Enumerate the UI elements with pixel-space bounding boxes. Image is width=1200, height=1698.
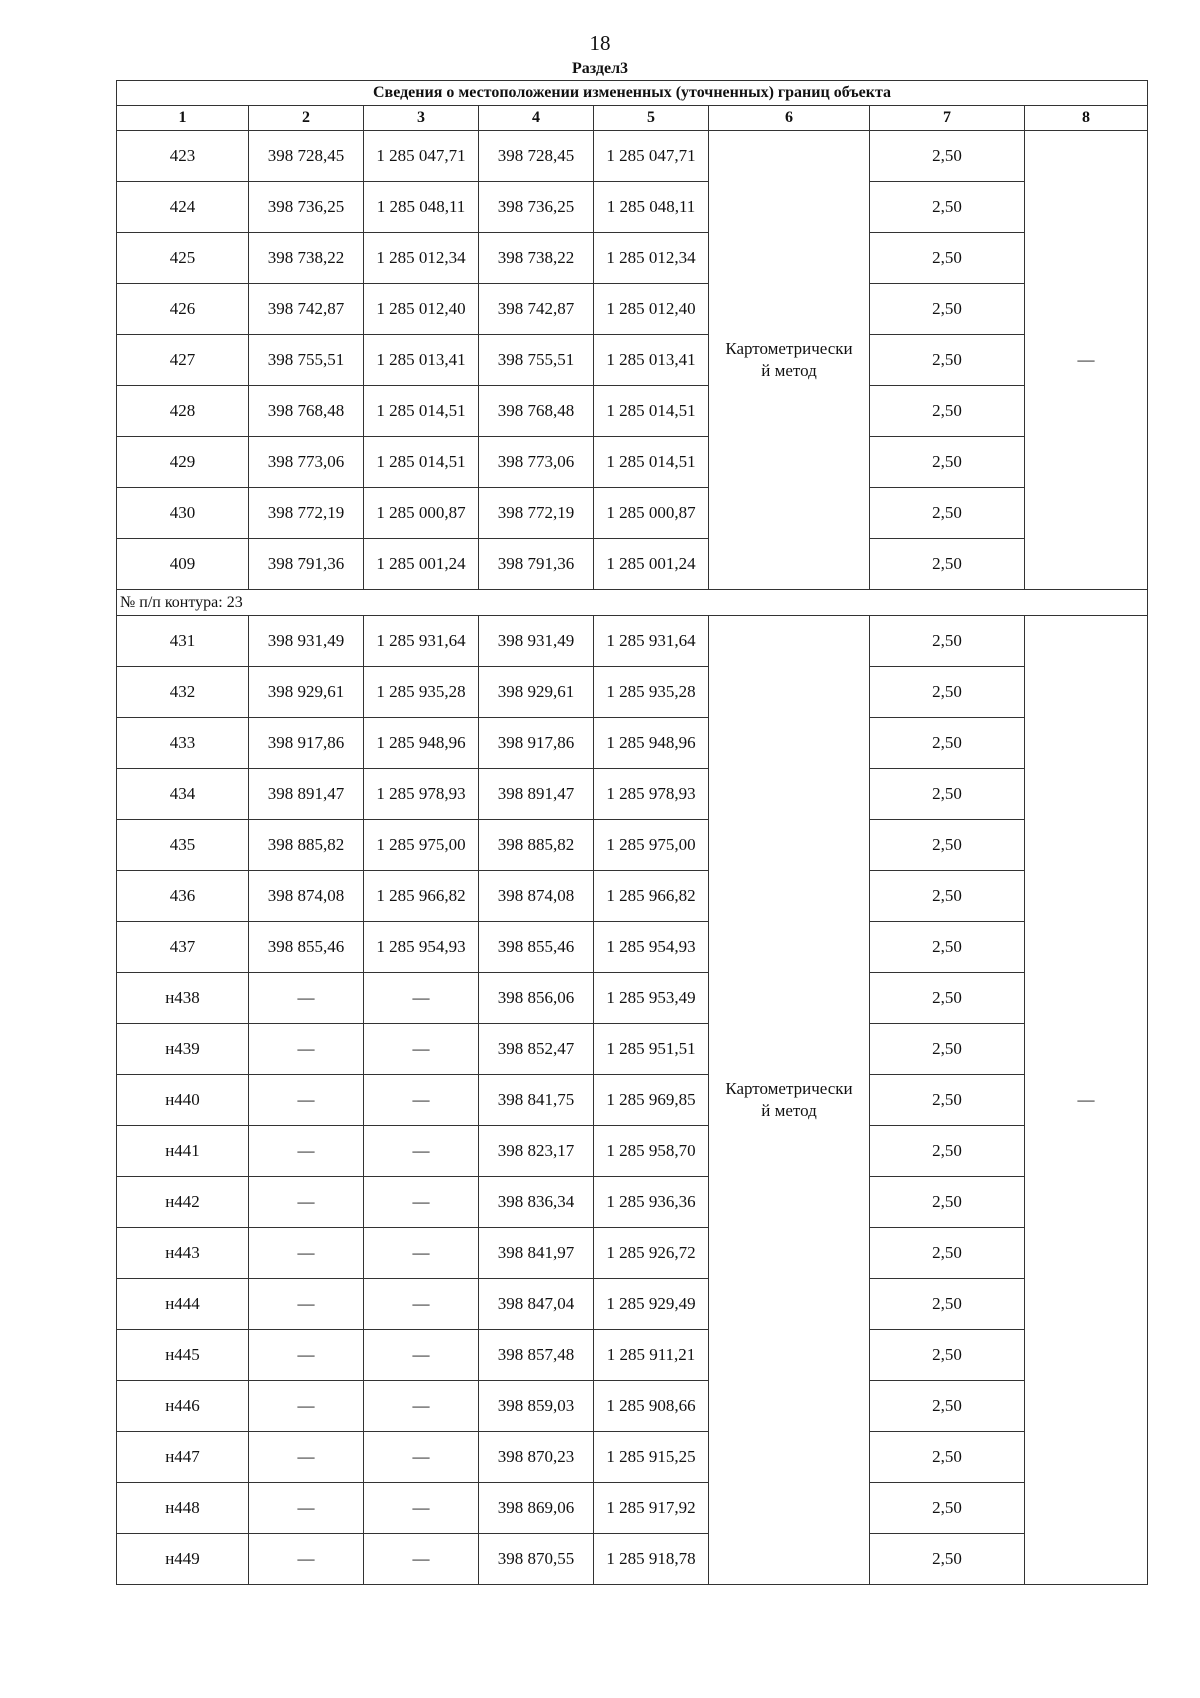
- contour-label: № п/п контура: 23: [117, 590, 1148, 616]
- old-x-cell: 398 755,51: [249, 335, 364, 386]
- point-number-cell: 436: [117, 871, 249, 922]
- new-x-cell: 398 742,87: [479, 284, 594, 335]
- table-title-row: [117, 81, 1148, 106]
- column-number-8: 8: [1025, 106, 1148, 131]
- old-x-cell: —: [249, 1279, 364, 1330]
- new-x-cell: 398 891,47: [479, 769, 594, 820]
- old-x-cell: —: [249, 973, 364, 1024]
- point-number-cell: 437: [117, 922, 249, 973]
- table-row: [117, 667, 1148, 718]
- old-x-cell: 398 931,49: [249, 616, 364, 667]
- table-title: Сведения о местоположении измененных (уточненных) границ объекта: [117, 81, 1148, 106]
- old-y-cell: 1 285 013,41: [364, 335, 479, 386]
- new-x-cell: 398 755,51: [479, 335, 594, 386]
- table-row: [117, 335, 1148, 386]
- point-number-cell: 435: [117, 820, 249, 871]
- table-body: [117, 81, 1148, 1585]
- new-y-cell: 1 285 975,00: [594, 820, 709, 871]
- table-row: [117, 488, 1148, 539]
- accuracy-cell: 2,50: [870, 1126, 1025, 1177]
- accuracy-cell: 2,50: [870, 871, 1025, 922]
- accuracy-cell: 2,50: [870, 335, 1025, 386]
- new-x-cell: 398 852,47: [479, 1024, 594, 1075]
- new-x-cell: 398 847,04: [479, 1279, 594, 1330]
- old-y-cell: —: [364, 1279, 479, 1330]
- new-y-cell: 1 285 929,49: [594, 1279, 709, 1330]
- new-y-cell: 1 285 935,28: [594, 667, 709, 718]
- accuracy-cell: 2,50: [870, 1177, 1025, 1228]
- column-number-3: 3: [364, 106, 479, 131]
- accuracy-cell: 2,50: [870, 922, 1025, 973]
- table-row: [117, 1177, 1148, 1228]
- point-number-cell: 409: [117, 539, 249, 590]
- old-x-cell: —: [249, 1024, 364, 1075]
- old-y-cell: 1 285 948,96: [364, 718, 479, 769]
- accuracy-cell: 2,50: [870, 820, 1025, 871]
- old-x-cell: 398 742,87: [249, 284, 364, 335]
- accuracy-cell: 2,50: [870, 1483, 1025, 1534]
- table-row: [117, 182, 1148, 233]
- new-x-cell: 398 836,34: [479, 1177, 594, 1228]
- old-y-cell: 1 285 047,71: [364, 131, 479, 182]
- point-number-cell: 432: [117, 667, 249, 718]
- table-row: [117, 820, 1148, 871]
- old-x-cell: 398 917,86: [249, 718, 364, 769]
- point-number-cell: 424: [117, 182, 249, 233]
- accuracy-cell: 2,50: [870, 718, 1025, 769]
- accuracy-cell: 2,50: [870, 769, 1025, 820]
- old-x-cell: —: [249, 1228, 364, 1279]
- old-y-cell: —: [364, 1177, 479, 1228]
- old-x-cell: —: [249, 1483, 364, 1534]
- new-y-cell: 1 285 012,34: [594, 233, 709, 284]
- point-number-cell: н442: [117, 1177, 249, 1228]
- point-number-cell: н441: [117, 1126, 249, 1177]
- old-y-cell: 1 285 012,34: [364, 233, 479, 284]
- old-y-cell: 1 285 014,51: [364, 386, 479, 437]
- table-row: [117, 1330, 1148, 1381]
- old-x-cell: 398 885,82: [249, 820, 364, 871]
- old-y-cell: —: [364, 1126, 479, 1177]
- method-cell: Картометрически й метод: [709, 131, 870, 590]
- point-number-cell: 428: [117, 386, 249, 437]
- table-row: [117, 284, 1148, 335]
- new-y-cell: 1 285 014,51: [594, 437, 709, 488]
- accuracy-cell: 2,50: [870, 131, 1025, 182]
- point-number-cell: н444: [117, 1279, 249, 1330]
- table-row: [117, 1279, 1148, 1330]
- table-row: [117, 1228, 1148, 1279]
- new-x-cell: 398 870,55: [479, 1534, 594, 1585]
- table-row: [117, 1534, 1148, 1585]
- point-number-cell: н443: [117, 1228, 249, 1279]
- point-number-cell: н439: [117, 1024, 249, 1075]
- point-number-cell: н448: [117, 1483, 249, 1534]
- new-x-cell: 398 773,06: [479, 437, 594, 488]
- old-y-cell: —: [364, 1330, 479, 1381]
- table-row: [117, 1432, 1148, 1483]
- new-x-cell: 398 917,86: [479, 718, 594, 769]
- old-x-cell: 398 929,61: [249, 667, 364, 718]
- table-row: [117, 718, 1148, 769]
- table-row: [117, 131, 1148, 182]
- accuracy-cell: 2,50: [870, 1228, 1025, 1279]
- accuracy-cell: 2,50: [870, 182, 1025, 233]
- column-number-6: 6: [709, 106, 870, 131]
- old-y-cell: 1 285 012,40: [364, 284, 479, 335]
- accuracy-cell: 2,50: [870, 667, 1025, 718]
- point-number-cell: н438: [117, 973, 249, 1024]
- new-y-cell: 1 285 047,71: [594, 131, 709, 182]
- point-number-cell: 429: [117, 437, 249, 488]
- old-x-cell: 398 874,08: [249, 871, 364, 922]
- accuracy-cell: 2,50: [870, 539, 1025, 590]
- table-row: [117, 1483, 1148, 1534]
- point-number-cell: н445: [117, 1330, 249, 1381]
- point-number-cell: н447: [117, 1432, 249, 1483]
- new-y-cell: 1 285 969,85: [594, 1075, 709, 1126]
- accuracy-cell: 2,50: [870, 284, 1025, 335]
- accuracy-cell: 2,50: [870, 233, 1025, 284]
- accuracy-cell: 2,50: [870, 1279, 1025, 1330]
- new-y-cell: 1 285 908,66: [594, 1381, 709, 1432]
- accuracy-cell: 2,50: [870, 616, 1025, 667]
- old-y-cell: —: [364, 1381, 479, 1432]
- column-number-5: 5: [594, 106, 709, 131]
- table-row: [117, 973, 1148, 1024]
- old-y-cell: —: [364, 1024, 479, 1075]
- new-x-cell: 398 855,46: [479, 922, 594, 973]
- old-x-cell: —: [249, 1330, 364, 1381]
- column-8-cell: —: [1025, 616, 1148, 1585]
- old-x-cell: 398 738,22: [249, 233, 364, 284]
- new-x-cell: 398 931,49: [479, 616, 594, 667]
- new-x-cell: 398 841,75: [479, 1075, 594, 1126]
- table-row: [117, 871, 1148, 922]
- new-y-cell: 1 285 978,93: [594, 769, 709, 820]
- old-y-cell: 1 285 954,93: [364, 922, 479, 973]
- point-number-cell: 430: [117, 488, 249, 539]
- accuracy-cell: 2,50: [870, 1432, 1025, 1483]
- new-x-cell: 398 859,03: [479, 1381, 594, 1432]
- new-x-cell: 398 885,82: [479, 820, 594, 871]
- method-cell: Картометрически й метод: [709, 616, 870, 1585]
- boundary-table: [116, 80, 1148, 1585]
- table-row: [117, 386, 1148, 437]
- new-y-cell: 1 285 966,82: [594, 871, 709, 922]
- old-y-cell: —: [364, 1483, 479, 1534]
- new-y-cell: 1 285 948,96: [594, 718, 709, 769]
- new-y-cell: 1 285 915,25: [594, 1432, 709, 1483]
- new-x-cell: 398 869,06: [479, 1483, 594, 1534]
- old-x-cell: 398 736,25: [249, 182, 364, 233]
- point-number-cell: 431: [117, 616, 249, 667]
- contour-row: [117, 590, 1148, 616]
- new-x-cell: 398 870,23: [479, 1432, 594, 1483]
- accuracy-cell: 2,50: [870, 973, 1025, 1024]
- point-number-cell: н446: [117, 1381, 249, 1432]
- new-y-cell: 1 285 012,40: [594, 284, 709, 335]
- new-y-cell: 1 285 917,92: [594, 1483, 709, 1534]
- new-y-cell: 1 285 001,24: [594, 539, 709, 590]
- new-x-cell: 398 791,36: [479, 539, 594, 590]
- old-x-cell: 398 728,45: [249, 131, 364, 182]
- accuracy-cell: 2,50: [870, 1024, 1025, 1075]
- old-y-cell: 1 285 966,82: [364, 871, 479, 922]
- old-y-cell: 1 285 975,00: [364, 820, 479, 871]
- table-row: [117, 1075, 1148, 1126]
- point-number-cell: 423: [117, 131, 249, 182]
- accuracy-cell: 2,50: [870, 488, 1025, 539]
- point-number-cell: 427: [117, 335, 249, 386]
- old-y-cell: —: [364, 1534, 479, 1585]
- new-x-cell: 398 929,61: [479, 667, 594, 718]
- accuracy-cell: 2,50: [870, 1075, 1025, 1126]
- old-y-cell: —: [364, 1432, 479, 1483]
- point-number-cell: 433: [117, 718, 249, 769]
- column-number-7: 7: [870, 106, 1025, 131]
- old-x-cell: 398 855,46: [249, 922, 364, 973]
- new-y-cell: 1 285 000,87: [594, 488, 709, 539]
- old-x-cell: —: [249, 1075, 364, 1126]
- table-row: [117, 1126, 1148, 1177]
- new-y-cell: 1 285 958,70: [594, 1126, 709, 1177]
- new-x-cell: 398 738,22: [479, 233, 594, 284]
- point-number-cell: 434: [117, 769, 249, 820]
- new-y-cell: 1 285 951,51: [594, 1024, 709, 1075]
- new-x-cell: 398 772,19: [479, 488, 594, 539]
- old-x-cell: —: [249, 1126, 364, 1177]
- old-x-cell: —: [249, 1381, 364, 1432]
- old-y-cell: 1 285 931,64: [364, 616, 479, 667]
- old-x-cell: 398 772,19: [249, 488, 364, 539]
- new-y-cell: 1 285 013,41: [594, 335, 709, 386]
- new-x-cell: 398 857,48: [479, 1330, 594, 1381]
- new-y-cell: 1 285 911,21: [594, 1330, 709, 1381]
- table-row: [117, 539, 1148, 590]
- old-y-cell: 1 285 000,87: [364, 488, 479, 539]
- table-row: [117, 616, 1148, 667]
- new-y-cell: 1 285 954,93: [594, 922, 709, 973]
- new-x-cell: 398 728,45: [479, 131, 594, 182]
- page-number: 18: [589, 31, 611, 55]
- accuracy-cell: 2,50: [870, 437, 1025, 488]
- accuracy-cell: 2,50: [870, 1330, 1025, 1381]
- new-x-cell: 398 856,06: [479, 973, 594, 1024]
- table-row: [117, 233, 1148, 284]
- accuracy-cell: 2,50: [870, 1381, 1025, 1432]
- new-x-cell: 398 768,48: [479, 386, 594, 437]
- accuracy-cell: 2,50: [870, 386, 1025, 437]
- old-x-cell: 398 768,48: [249, 386, 364, 437]
- table-row: [117, 1024, 1148, 1075]
- new-x-cell: 398 874,08: [479, 871, 594, 922]
- new-y-cell: 1 285 926,72: [594, 1228, 709, 1279]
- old-y-cell: —: [364, 1228, 479, 1279]
- table-row: [117, 922, 1148, 973]
- new-x-cell: 398 823,17: [479, 1126, 594, 1177]
- old-x-cell: 398 791,36: [249, 539, 364, 590]
- new-y-cell: 1 285 953,49: [594, 973, 709, 1024]
- new-y-cell: 1 285 936,36: [594, 1177, 709, 1228]
- old-x-cell: 398 773,06: [249, 437, 364, 488]
- old-y-cell: 1 285 978,93: [364, 769, 479, 820]
- old-x-cell: —: [249, 1534, 364, 1585]
- column-number-row: [117, 106, 1148, 131]
- old-y-cell: 1 285 001,24: [364, 539, 479, 590]
- new-y-cell: 1 285 918,78: [594, 1534, 709, 1585]
- new-y-cell: 1 285 048,11: [594, 182, 709, 233]
- old-y-cell: 1 285 048,11: [364, 182, 479, 233]
- point-number-cell: н449: [117, 1534, 249, 1585]
- table-row: [117, 437, 1148, 488]
- table-row: [117, 769, 1148, 820]
- point-number-cell: 426: [117, 284, 249, 335]
- column-number-4: 4: [479, 106, 594, 131]
- accuracy-cell: 2,50: [870, 1534, 1025, 1585]
- column-8-cell: —: [1025, 131, 1148, 590]
- old-y-cell: —: [364, 1075, 479, 1126]
- new-x-cell: 398 736,25: [479, 182, 594, 233]
- old-y-cell: 1 285 014,51: [364, 437, 479, 488]
- old-y-cell: 1 285 935,28: [364, 667, 479, 718]
- section-title: Раздел3: [571, 60, 629, 77]
- old-x-cell: —: [249, 1432, 364, 1483]
- column-number-1: 1: [117, 106, 249, 131]
- column-number-2: 2: [249, 106, 364, 131]
- point-number-cell: 425: [117, 233, 249, 284]
- new-y-cell: 1 285 014,51: [594, 386, 709, 437]
- old-y-cell: —: [364, 973, 479, 1024]
- new-y-cell: 1 285 931,64: [594, 616, 709, 667]
- table-row: [117, 1381, 1148, 1432]
- new-x-cell: 398 841,97: [479, 1228, 594, 1279]
- old-x-cell: —: [249, 1177, 364, 1228]
- point-number-cell: н440: [117, 1075, 249, 1126]
- old-x-cell: 398 891,47: [249, 769, 364, 820]
